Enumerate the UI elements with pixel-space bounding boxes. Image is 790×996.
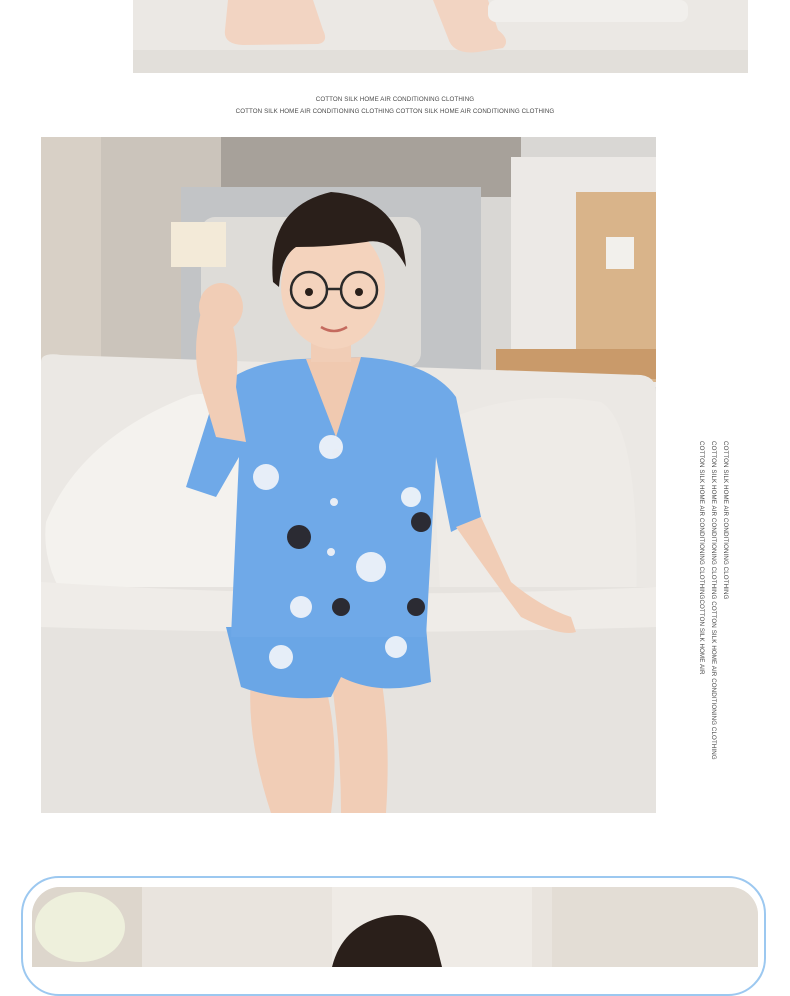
- vertical-caption-1: COTTON SILK HOME AIR CONDITIONING CLOTHING: [722, 441, 729, 600]
- vertical-caption-3: COTTON SILK HOME AIR CONDITIONING CLOTHINGCOTTON SILK HOME AIR: [698, 441, 705, 675]
- caption-line-1: COTTON SILK HOME AIR CONDITIONING CLOTHING: [315, 96, 475, 103]
- vertical-caption-2: COTTON SILK HOME AIR CONDITIONING CLOTHING COTTON SILK HOME AIR CONDITIONING CLOTHING: [710, 441, 717, 760]
- caption-line-2: COTTON SILK HOME AIR CONDITIONING CLOTHING COTTON SILK HOME AIR CONDITIONING CLOTHING: [235, 108, 555, 115]
- boy-on-sofa-illustration: [41, 137, 656, 813]
- top-photo-illustration: [133, 0, 748, 73]
- bottom-photo-illustration: [32, 887, 758, 967]
- top-product-photo: [133, 0, 748, 73]
- bottom-product-photo: [32, 887, 758, 967]
- main-product-photo: [41, 137, 656, 813]
